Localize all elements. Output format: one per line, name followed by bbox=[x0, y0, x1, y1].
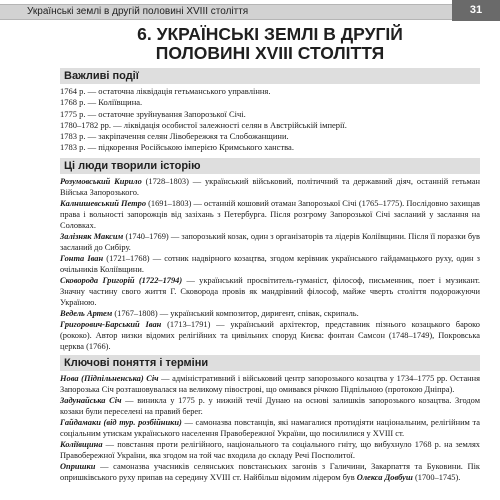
term-definition: — самоназва учасників селянських повстанських загонів з Галичини, Закарпаття та Буковини. Пік опришківського руху припав на середину XVIII ст. Найбільш відомим лідером був bbox=[60, 461, 480, 482]
event-item bbox=[60, 142, 480, 153]
person-entry bbox=[60, 176, 480, 198]
person-text: (1691–1803) — останній кошовий отаман Запорозької Січі (1765–1775). Послідовно захищав права і вольності запорожців від зазіхань з Петербурга. Після розгрому Запорозької Січі засланий у заслання на Соловках. bbox=[60, 198, 480, 230]
event-text: — остаточне зруйнування Запорозької Січі. bbox=[85, 108, 246, 119]
term-name: Опришки bbox=[60, 461, 96, 471]
running-title: Українські землі в другій половині XVIII століття bbox=[27, 6, 249, 17]
person-name: Сковорода Григорій (1722–1794) bbox=[60, 275, 183, 285]
event-item bbox=[60, 86, 480, 97]
content bbox=[60, 25, 480, 483]
person-entry bbox=[60, 308, 480, 319]
term-definition: — самоназва повстанців, які намагалися протидіяти національним, релігійним та соціальним утискам українського населення Правобережної України, що посилилися у XVIII ст. bbox=[60, 417, 481, 438]
term-entry bbox=[60, 417, 480, 439]
chapter-title-line-1: 6. УКРАЇНСЬКІ ЗЕМЛІ В ДРУГІЙ bbox=[137, 24, 403, 44]
term-definition: — виникла у 1775 р. у нижній течії Дунаю на основі залишків запорозького козацтва. Згодом козаки були переселені на правий берег. bbox=[60, 395, 480, 416]
term-leader-dates: (1700–1745). bbox=[412, 472, 461, 482]
terms-heading: Ключові поняття і терміни bbox=[60, 355, 480, 371]
term-name: Нова (Підпільненська) Січ bbox=[60, 373, 159, 383]
event-text: — підкорення Російською імперією Кримського ханства. bbox=[85, 142, 294, 153]
person-entry bbox=[60, 231, 480, 253]
event-item bbox=[60, 131, 480, 142]
term-entry bbox=[60, 439, 480, 461]
terms-list bbox=[60, 373, 480, 483]
person-name: Залізняк Максим bbox=[60, 231, 124, 241]
event-year: 1768 р. bbox=[60, 97, 86, 108]
term-definition: — повстання проти релігійного, національного та соціального гніту, що вибухнуло 1768 р. на землях Правобережної України, яка згодом на той час входила до складу Речі Посполитої. bbox=[60, 439, 480, 460]
event-year: 1780–1782 рр. bbox=[60, 119, 111, 130]
term-name: Коліївщина bbox=[60, 439, 103, 449]
person-entry bbox=[60, 319, 480, 352]
person-name: Розумовський Кирило bbox=[60, 176, 142, 186]
event-year: 1783 р. bbox=[60, 142, 86, 153]
event-item bbox=[60, 109, 480, 120]
person-text: (1767–1808) — український композитор, диригент, співак, скрипаль. bbox=[112, 308, 359, 318]
person-entry bbox=[60, 253, 480, 275]
chapter-title bbox=[60, 25, 480, 63]
term-entry bbox=[60, 461, 480, 483]
event-text: — ліквідація особистої залежності селян в Австрійській імперії. bbox=[111, 119, 347, 130]
person-text: (1721–1768) — сотник надвірного козацтва, згодом керівник українського гайдамацького руху, один з очільників Коліївщини. bbox=[60, 253, 480, 274]
person-name: Калнишевський Петро bbox=[60, 198, 147, 208]
event-text: — закріпачення селян Лівобережжя та Слобожанщини. bbox=[85, 131, 289, 142]
event-text: — Коліївщина. bbox=[85, 97, 143, 108]
person-name: Григорович-Барський Іван bbox=[60, 319, 162, 329]
person-text: — український просвітитель-гуманіст, філософ, письменник, поет і музикант. Значну частину свого життя Г. Сковорода провів як мандрівний філософ, майже чверть століття подорожуючи Україною. bbox=[60, 275, 480, 307]
term-entry bbox=[60, 373, 480, 395]
term-leader-name: Олекса Довбуш bbox=[356, 472, 413, 482]
term-name: Гайдамаки (від тур. розбійники) bbox=[60, 417, 182, 427]
person-entry bbox=[60, 198, 480, 231]
term-definition: — адміністративний і військовий центр запорозького козацтва у 1734–1775 рр. Остання Запорозька Січ розташовувалася на великому півострові, що омивався річкою Підпільною (протокою Дніпра). bbox=[60, 373, 480, 394]
event-item bbox=[60, 120, 480, 131]
event-item bbox=[60, 97, 480, 108]
page-number: 31 bbox=[452, 0, 500, 21]
person-text: (1740–1769) — запорозький козак, один з організаторів та лідерів Коліївщини. Після її поразки був засланий до Сибіру. bbox=[60, 231, 480, 252]
events-heading: Важливі події bbox=[60, 68, 480, 84]
person-entry bbox=[60, 275, 480, 308]
people-heading: Ці люди творили історію bbox=[60, 158, 480, 174]
person-name: Ведель Артем bbox=[60, 308, 113, 318]
event-year: 1783 р. bbox=[60, 131, 86, 142]
event-text: — остаточна ліквідація гетьманського управління. bbox=[85, 86, 271, 96]
person-name: Гонта Іван bbox=[60, 253, 104, 263]
person-text: (1728–1803) — український військовий, політичний та державний діяч, останній гетьман Війська Запорозького. bbox=[60, 176, 480, 197]
event-year: 1764 р. bbox=[60, 86, 86, 96]
person-text: (1713–1791) — український архітектор, представник пізнього козацького бароко (рококо). Автор низки відомих релігійних та цивільних споруд Києва: фонтан Самсон (1748–1749), Покровська церква (1766). bbox=[60, 319, 480, 351]
chapter-title-line-2: ПОЛОВИНІ XVIII СТОЛІТТЯ bbox=[155, 43, 385, 63]
people-list bbox=[60, 176, 480, 352]
term-name: Задунайська Січ bbox=[60, 395, 122, 405]
term-entry bbox=[60, 395, 480, 417]
event-year: 1775 р. bbox=[60, 108, 86, 119]
events-list bbox=[60, 86, 480, 154]
running-header bbox=[0, 0, 500, 20]
